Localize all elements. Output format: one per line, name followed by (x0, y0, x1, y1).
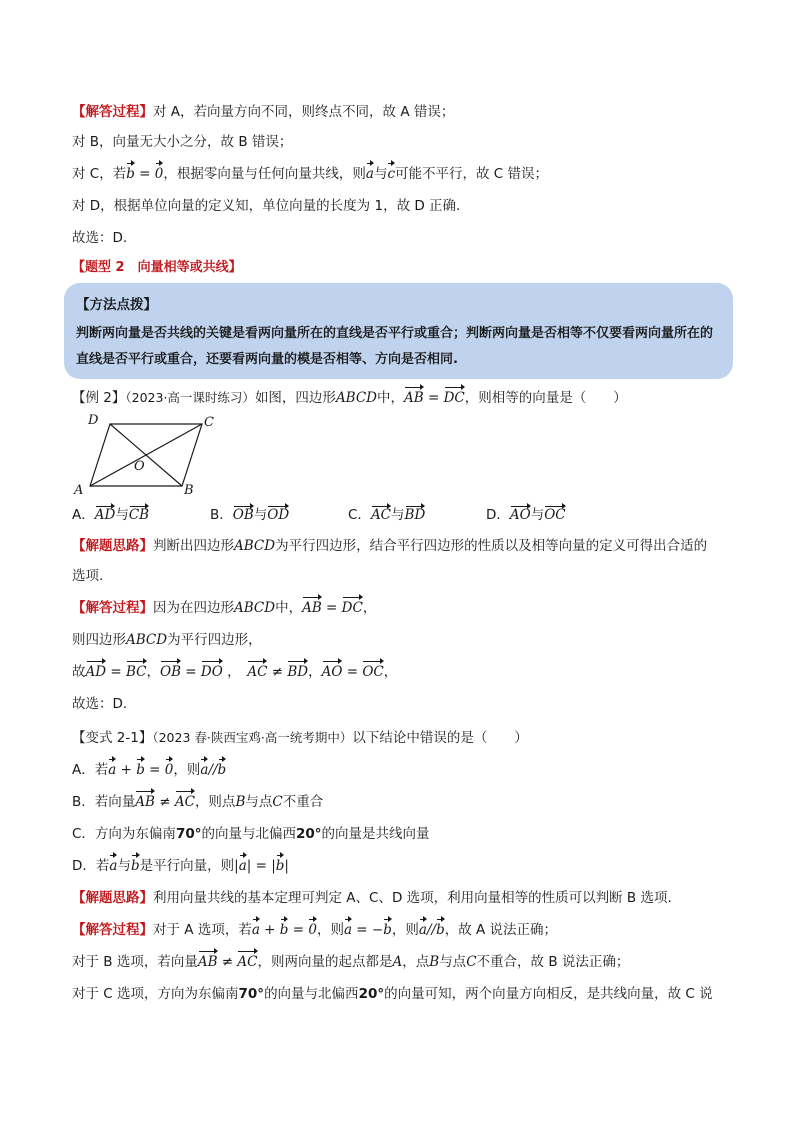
example2-solution-line2: 则四边形ABCD为平行四边形， (72, 632, 262, 648)
variant21-solution-line3: 对于 C 选项，方向为东偏南70°的向量与北偏西20°的向量可知，两个向量方向相反，是共线向量，故 C 说 (72, 986, 713, 1002)
method-box (64, 283, 733, 379)
prev-solution-line2: 对 B，向量无大小之分，故 B 错误； (72, 134, 293, 150)
variant21-idea: 【解题思路】利用向量共线的基本定理可判定 A、C、D 选项，利用向量相等的性质可以判断 B 选项. (72, 890, 672, 906)
label-c: C (204, 415, 214, 430)
example2-solution-line3: 故AD = BC，OB = DO ， AC ≠ BD，AO = OC， (72, 664, 398, 680)
variant21-option-a[interactable]: A．若a + b = 0，则a//b (72, 762, 227, 778)
label-b: B (184, 483, 194, 498)
variant21-option-d[interactable]: D．若a与b是平行向量，则|a| = |b| (72, 858, 289, 874)
choice-c[interactable]: C．AC与BD (348, 507, 426, 523)
example2-idea-cont: 选项. (72, 568, 104, 584)
label-d: D (88, 413, 99, 428)
example2-answer: 故选：D. (72, 696, 128, 712)
diagonal-bd (110, 424, 182, 486)
method-text: 判断两向量是否共线的关键是看两向量所在的直线是否平行或重合；判断两向量是否相等不仅要看两向量所在的直线是否平行或重合，还要看两向量的模是否相等、方向是否相同. (76, 326, 714, 367)
variant21-option-b[interactable]: B．若向量AB ≠ AC，则点B与点C不重合 (72, 794, 324, 810)
prev-solution-line4: 对 D，根据单位向量的定义知，单位向量的长度为 1，故 D 正确. (72, 198, 461, 214)
choice-d[interactable]: D．AO与OC (486, 507, 566, 523)
prev-answer: 故选：D. (72, 230, 128, 246)
prev-solution-line3: 对 C，若b = 0，根据零向量与任何向量共线，则a与c可能不平行，故 C 错误； (72, 166, 549, 182)
solution-label: 【解答过程】 (72, 104, 153, 120)
prev-solution-line1: 【解答过程】对 A，若向量方向不同，则终点不同，故 A 错误； (72, 104, 455, 120)
parallelogram-figure (68, 410, 228, 502)
choice-b[interactable]: B．OB与OD (210, 507, 290, 523)
label-o: O (134, 459, 145, 474)
choice-a[interactable]: A．AD与CB (72, 507, 150, 523)
example2-idea: 【解题思路】判断出四边形ABCD为平行四边形，结合平行四边形的性质以及相等向量的定义可得出合适的 (72, 538, 708, 554)
variant21-solution-line2: 对于 B 选项，若向量AB ≠ AC，则两向量的起点都是A，点B与点C不重合，故 B 说法正确； (72, 954, 630, 970)
section-title: 【题型 2 向量相等或共线】 (72, 260, 242, 275)
example2-stem: 【例 2】（2023·高一课时练习）如图，四边形ABCD中，AB = DC，则相等的向量是（ ） (72, 390, 627, 406)
variant21-option-c[interactable]: C．方向为东偏南70°的向量与北偏西20°的向量是共线向量 (72, 826, 430, 842)
example2-solution-line1: 【解答过程】因为在四边形ABCD中，AB = DC， (72, 600, 377, 616)
label-a: A (74, 483, 84, 498)
variant21-stem: 【变式 2-1】（2023 春·陕西宝鸡·高一统考期中）以下结论中错误的是（ ） (72, 730, 528, 746)
variant21-solution-line1: 【解答过程】对于 A 选项，若a + b = 0，则a = −b，则a//b，故 A 说法正确； (72, 922, 558, 938)
method-title: 【方法点拨】 (76, 297, 157, 313)
